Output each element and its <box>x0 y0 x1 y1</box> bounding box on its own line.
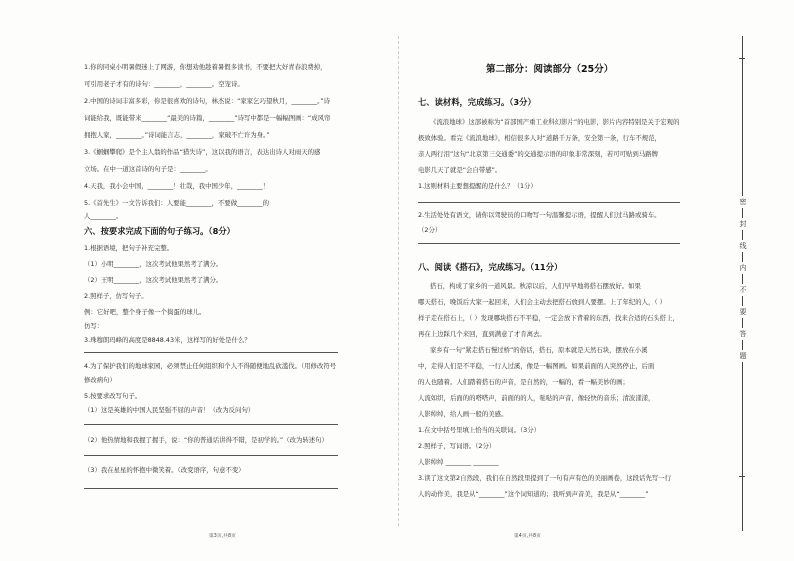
passage-line: 人流如织，后面的的嗒嗒声，前面的的人，哒哒的声音，像轻快的音乐；清波漾漾， <box>418 394 655 402</box>
binding-char: 要 <box>735 306 751 318</box>
binding-char: 题 <box>735 350 751 362</box>
page-footer: 第4页,共8页 <box>514 534 541 539</box>
passage-line: 的人也随着。人们踏着搭石的声音，是自然的，一幅的，看一幅美妙的画； <box>418 378 629 386</box>
passage-line: 搭石，构成了家乡的一道风景。秋凉以后，人们早早地将搭石摆放好。如果 <box>430 282 641 290</box>
binding-char: 内 <box>735 262 751 274</box>
answer-line <box>84 352 338 353</box>
question-line: （2）他热情地和我握了握手，说：“你的普通话讲得不错，是初学的。”（改为转述句） <box>84 436 328 444</box>
passage-line: 电影几天了就是“会自带感”。 <box>418 166 502 174</box>
question-line: 立场。在中一道这首诗的句子是：________。 <box>84 165 212 173</box>
question-line: 修改病句） <box>84 376 116 384</box>
question-line: 2.照样子，写词语。（2分） <box>418 442 496 450</box>
answer-line <box>84 424 338 425</box>
question-line: （1）这是英雄的中国人民坚强不屈的声音！（改为反问句） <box>84 406 255 414</box>
answer-line <box>84 455 338 456</box>
question-line: 人________。 <box>84 212 123 220</box>
passage-line: 极致体验。看完《流浪地球》，相信很多人对“道路千万条，安全第一条，行车不规范， <box>418 134 661 142</box>
question-line: 2.照样子，仿写句子。 <box>84 292 148 300</box>
question-line: 拥抱人家，________。”诗词能言志，________，家破不亡许为身。” <box>84 131 270 139</box>
passage-line: 家乡有一句“紧走搭石慢过桥”的俗话，搭石，原本就是天然石块，摆放在小溪 <box>430 346 648 354</box>
question-line: 词能给我，既能带来________“最美的诗篇，________”诗写中都是一幅幅图画：“成风帘 <box>84 114 331 122</box>
question-line: 4.为了保护我们的地球家园，必须禁止任何组织和个人不得随便地乱砍滥伐。（用修改符号 <box>84 362 337 370</box>
passage-line: 样子走在搭石上，（ ）发现哪块搭石不平稳，一定会放下背着的东西，找来合适的石头搭上， <box>418 314 679 322</box>
question-line: 1.根据语境，把句子补充完整。 <box>84 244 174 252</box>
binding-char: 答 <box>735 328 751 340</box>
binding-char: 封 <box>735 218 751 230</box>
question-line: 2.中国的诗词丰富多彩，你是很喜欢的诗句，林杰说：“家家乞巧望秋月，________。”诗 <box>84 97 330 105</box>
page-divider <box>398 36 399 526</box>
binding-char: 不 <box>735 284 751 296</box>
answer-line <box>418 243 680 244</box>
question-line: 例：它好吧，整个身子像一个捣蛋的球儿。 <box>84 308 206 316</box>
question-line: 3.读了这文第2自然段，我们在自然段里提到了一句有声有色的美丽画卷，这段话先写一行 <box>418 474 672 482</box>
question-line: 1.这则材料主要想提醒的是什么？（1分） <box>418 182 537 190</box>
passage-line: 《流浪地球》这部被称为“首部国产重工业科幻影片”的电影，影片内容特别是关于宏观的 <box>430 118 680 126</box>
question-line: 可引用老子才有的诗句：________，________。空宠诗。 <box>84 80 244 88</box>
question-line: 2.生活处处有语文，请你以驾驶员的口吻写一句温馨提示语，提醒人们过马路或骑车。 <box>418 211 661 219</box>
section-6-title: 六、按要求完成下面的句子练习。（8分） <box>84 226 235 236</box>
page-footer: 第3页,共8页 <box>209 534 236 539</box>
question-line: （1）小明________，这次考试他果然考了满分。 <box>84 260 223 268</box>
binding-tick <box>739 58 745 59</box>
passage-line: 中，走得人们是不平稳，一行人过溪，像是一幅图画。如果前面的人突然停止，后面 <box>418 362 655 370</box>
question-line: 人的动作美，我是从“________”这个词知道的；我听到声音美，我是从“________” <box>418 490 649 498</box>
question-line: 1.在文中括号里填上恰当的关联词。（3分） <box>418 426 540 434</box>
passage-line: 哪天搭石，晚饭后大家一起回来，人们会主动去把搭石放到人要摆。上了年纪的人，（ ） <box>418 298 667 306</box>
question-line: 1.你的同桌小明暑假迷上了网游，你想劝他趁着暑假多读书，不要把大好青春浪费掉， <box>84 63 327 71</box>
passage-line: 亲人两行泪”这句“北京第三交通委”的交通提示语的印象非常深刻，若可可贴到马路牌 <box>418 150 658 158</box>
question-line: 3.珠穆朗玛峰的高度是8848.43米，这样写的好处是什么？ <box>84 336 251 344</box>
answer-line <box>84 488 338 489</box>
question-line: （2）王明________，这次考试他果然考了满分。 <box>84 276 223 284</box>
section-8-title: 八、阅读《搭石》，完成练习。（11分） <box>418 262 563 272</box>
answer-line <box>418 202 680 203</box>
question-line: 人影绰绰 ________ ________ <box>418 458 499 466</box>
question-line: 5.《首先生》一文告诉我们：人要能________，不要做________的 <box>84 199 270 207</box>
question-line: 仿写： <box>84 322 104 330</box>
section-7-title: 七、读材料，完成练习。（3分） <box>418 97 536 107</box>
question-line: 4.天我，我小会中国，________！壮哉，我中国少年，________！ <box>84 182 270 190</box>
binding-char: 线 <box>735 240 751 252</box>
question-line: 5.按要求改写句子。 <box>84 392 142 400</box>
question-line: （3）我在星星的怀抱中微笑着。（改变语序，句意不变） <box>84 466 245 474</box>
left-page <box>84 0 382 561</box>
question-line: 3.《蝈蝈攀爬》是个主人翁的作品“猎失诗”，这以我的语言，表达出诗人对雨天的感 <box>84 148 321 156</box>
question-line: （2分） <box>418 226 442 234</box>
passage-line: 再在上边踩几个来回，直到满意了才肯离去。 <box>418 330 546 338</box>
right-page <box>418 0 700 561</box>
passage-line: 人影绰绰，给人画一般的美感。 <box>418 410 508 418</box>
part-title: 第二部分：阅读部分（25分） <box>486 64 614 75</box>
binding-tick <box>739 476 745 477</box>
binding-char: 密 <box>735 196 751 208</box>
